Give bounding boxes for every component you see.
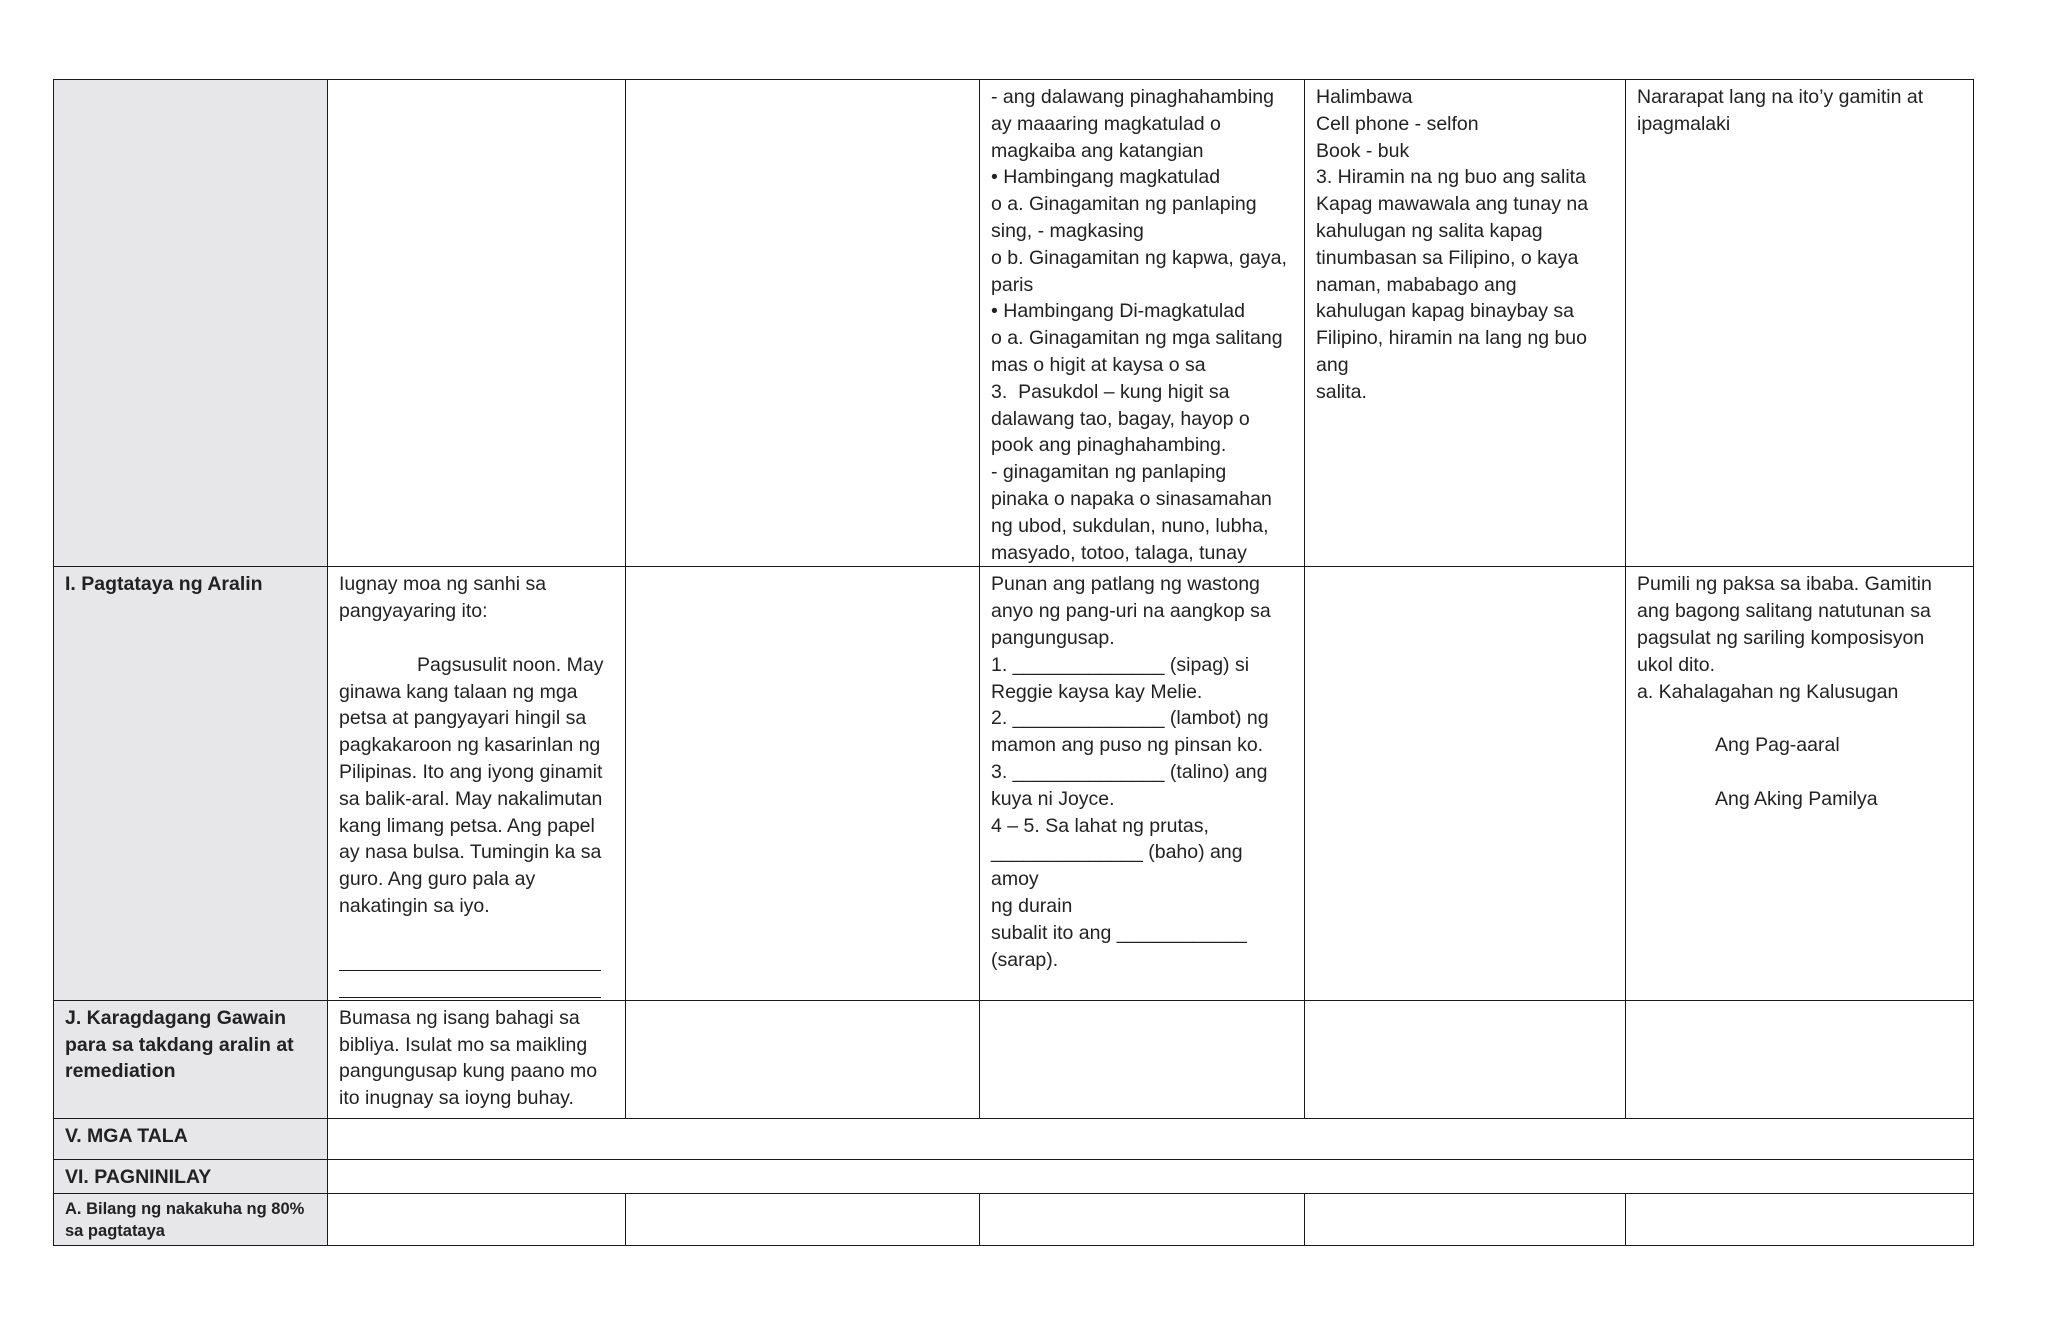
text-line: Pumili ng paksa sa ibaba. Gamitin xyxy=(1637,573,1932,596)
row-label-bilang-80: A. Bilang ng nakakuha ng 80% sa pagtataya xyxy=(54,1193,328,1245)
cell-empty xyxy=(1305,1000,1626,1118)
cell-mga-tala-content xyxy=(328,1118,1974,1159)
text-line: kuya ni Joyce. xyxy=(991,787,1115,810)
table-row-karagdagang-gawain xyxy=(54,1000,1974,1118)
cell-hambingan-notes xyxy=(980,80,1305,567)
text-line: magkaiba ang katangian xyxy=(991,139,1204,162)
text-line: 1. ______________ (sipag) si xyxy=(991,653,1250,676)
text-line: Punan ang patlang ng wastong xyxy=(991,573,1260,596)
text-line: pagkakaroon ng kasarinlan ng xyxy=(339,734,601,757)
text-line: ng durain xyxy=(991,894,1073,917)
cell-empty xyxy=(1305,1193,1626,1245)
text-line: ginawa kang talaan ng mga xyxy=(339,680,578,703)
text-line: ay nasa bulsa. Tumingin ka sa xyxy=(339,841,602,864)
cell-hiram-notes xyxy=(1305,80,1626,567)
text-line: kahulugan ng salita kapag xyxy=(1316,219,1543,242)
text-line: pangungusap. xyxy=(991,626,1115,649)
table-row-continuation xyxy=(54,80,1974,567)
text-line: ng ubod, sukdulan, nuno, lubha, xyxy=(991,514,1269,537)
text-line: 3. Hiramin na ng buo ang salita xyxy=(1316,166,1586,189)
text-line: o b. Ginagamitan ng kapwa, gaya, xyxy=(991,246,1287,269)
cell-pagmalaki-note xyxy=(1626,80,1974,567)
text-line: Bumasa ng isang bahagi sa xyxy=(339,1006,580,1029)
text-line: 2. ______________ (lambot) ng xyxy=(991,707,1269,730)
text-line: Iugnay moa ng sanhi sa xyxy=(339,573,547,596)
row-label-cell xyxy=(54,80,328,567)
text-line: pangyayaring ito: xyxy=(339,600,488,623)
row-label-karagdagang-gawain: J. Karagdagang Gawain para sa takdang aralin at remediation xyxy=(54,1000,328,1118)
text-line: • Hambingang magkatulad xyxy=(991,166,1221,189)
text-line: a. Kahalagahan ng Kalusugan xyxy=(1637,680,1899,703)
cell-empty xyxy=(626,567,980,1000)
text-line: ang xyxy=(1316,353,1349,376)
cell-empty xyxy=(328,1193,626,1245)
topic-aking-pamilya: Ang Aking Pamilya xyxy=(1715,787,1878,810)
text-line: Cell phone - selfon xyxy=(1316,112,1479,135)
answer-line[interactable] xyxy=(339,946,601,971)
text-line: (sarap). xyxy=(991,948,1059,971)
text-line: ay maaaring magkatulad o xyxy=(991,112,1221,135)
text-line: ito inugnay sa ioyng buhay. xyxy=(339,1087,574,1110)
cell-pagtataya-sanhi xyxy=(328,567,626,1000)
table-row-bilang-80 xyxy=(54,1193,1974,1245)
text-line: 3. ______________ (talino) ang xyxy=(991,760,1268,783)
text-line: pinaka o napaka o sinasamahan xyxy=(991,487,1272,510)
table-row-pagtataya xyxy=(54,567,1974,1000)
text-line: ang bagong salitang natutunan sa xyxy=(1637,600,1931,623)
answer-line[interactable] xyxy=(339,973,601,998)
text-line: Kapag mawawala ang tunay na xyxy=(1316,193,1589,216)
text-line: dalawang tao, bagay, hayop o xyxy=(991,407,1250,430)
row-label-pagninilay: VI. PAGNINILAY xyxy=(54,1159,328,1193)
text-line: ukol dito. xyxy=(1637,653,1716,676)
cell-pumili-paksa xyxy=(1626,567,1974,1000)
text-line: guro. Ang guro pala ay xyxy=(339,868,536,891)
text-line: subalit ito ang ____________ xyxy=(991,921,1247,944)
text-line: pagsulat ng sariling komposisyon xyxy=(1637,626,1925,649)
table-row-pagninilay xyxy=(54,1159,1974,1193)
text-line: pook ang pinaghahambing. xyxy=(991,434,1227,457)
text-line: masyado, totoo, talaga, tunay xyxy=(991,541,1247,564)
row-label-pagtataya: I. Pagtataya ng Aralin xyxy=(54,567,328,1000)
text-line: nakatingin sa iyo. xyxy=(339,894,490,917)
text-line: • Hambingang Di-magkatulad xyxy=(991,300,1245,323)
cell-empty xyxy=(1626,1000,1974,1118)
text-line: Pilipinas. Ito ang iyong ginamit xyxy=(339,760,603,783)
text-line: Nararapat lang na ito’y gamitin at xyxy=(1637,86,1924,108)
cell-empty xyxy=(980,1193,1305,1245)
cell-punan-patlang xyxy=(980,567,1305,1000)
text-line: kang limang petsa. Ang papel xyxy=(339,814,595,837)
text-line: ______________ (baho) ang amoy xyxy=(991,841,1248,891)
text-line: o a. Ginagamitan ng mga salitang xyxy=(991,327,1283,350)
table-row-mga-tala xyxy=(54,1118,1974,1159)
row-label-mga-tala: V. MGA TALA xyxy=(54,1118,328,1159)
cell-pagninilay-content xyxy=(328,1159,1974,1193)
text-line: pangungusap kung paano mo xyxy=(339,1060,598,1083)
text-line: 3. Pasukdol – kung higit sa xyxy=(991,380,1230,403)
text-line: salita. xyxy=(1316,380,1367,403)
cell-empty xyxy=(626,1000,980,1118)
text-line: Book - buk xyxy=(1316,139,1410,162)
cell-bibliya-task xyxy=(328,1000,626,1118)
text-line: mas o higit at kaysa o sa xyxy=(991,353,1206,376)
paragraph-first-line: Pagsusulit noon. May xyxy=(417,653,604,676)
text-line: mamon ang puso ng pinsan ko. xyxy=(991,734,1264,757)
text-line: - ang dalawang pinaghahambing xyxy=(991,86,1274,108)
text-line: Filipino, hiramin na lang ng buo xyxy=(1316,327,1588,350)
text-line: anyo ng pang-uri na aangkop sa xyxy=(991,600,1271,623)
cell-empty xyxy=(1305,567,1626,1000)
text-line: - ginagamitan ng panlaping xyxy=(991,461,1227,484)
topic-pag-aaral: Ang Pag-aaral xyxy=(1715,734,1840,757)
text-line: sing, - magkasing xyxy=(991,219,1144,242)
lesson-plan-table xyxy=(53,79,1974,1246)
text-line: bibliya. Isulat mo sa maikling xyxy=(339,1033,588,1056)
text-line: ipagmalaki xyxy=(1637,112,1731,135)
text-line: Reggie kaysa kay Melie. xyxy=(991,680,1203,703)
cell-empty xyxy=(626,1193,980,1245)
text-line: petsa at pangyayari hingil sa xyxy=(339,707,587,730)
text-line: paris xyxy=(991,273,1034,296)
text-line: 4 – 5. Sa lahat ng prutas, xyxy=(991,814,1209,837)
cell-empty xyxy=(1626,1193,1974,1245)
text-line: kahulugan kapag binaybay sa xyxy=(1316,300,1575,323)
text-line: tinumbasan sa Filipino, o kaya xyxy=(1316,246,1579,269)
text-line: naman, mababago ang xyxy=(1316,273,1517,296)
text-line: sa balik-aral. May nakalimutan xyxy=(339,787,603,810)
cell-empty xyxy=(980,1000,1305,1118)
cell-empty xyxy=(328,80,626,567)
text-line: o a. Ginagamitan ng panlaping xyxy=(991,193,1257,216)
cell-empty xyxy=(626,80,980,567)
text-line: Halimbawa xyxy=(1316,86,1413,108)
